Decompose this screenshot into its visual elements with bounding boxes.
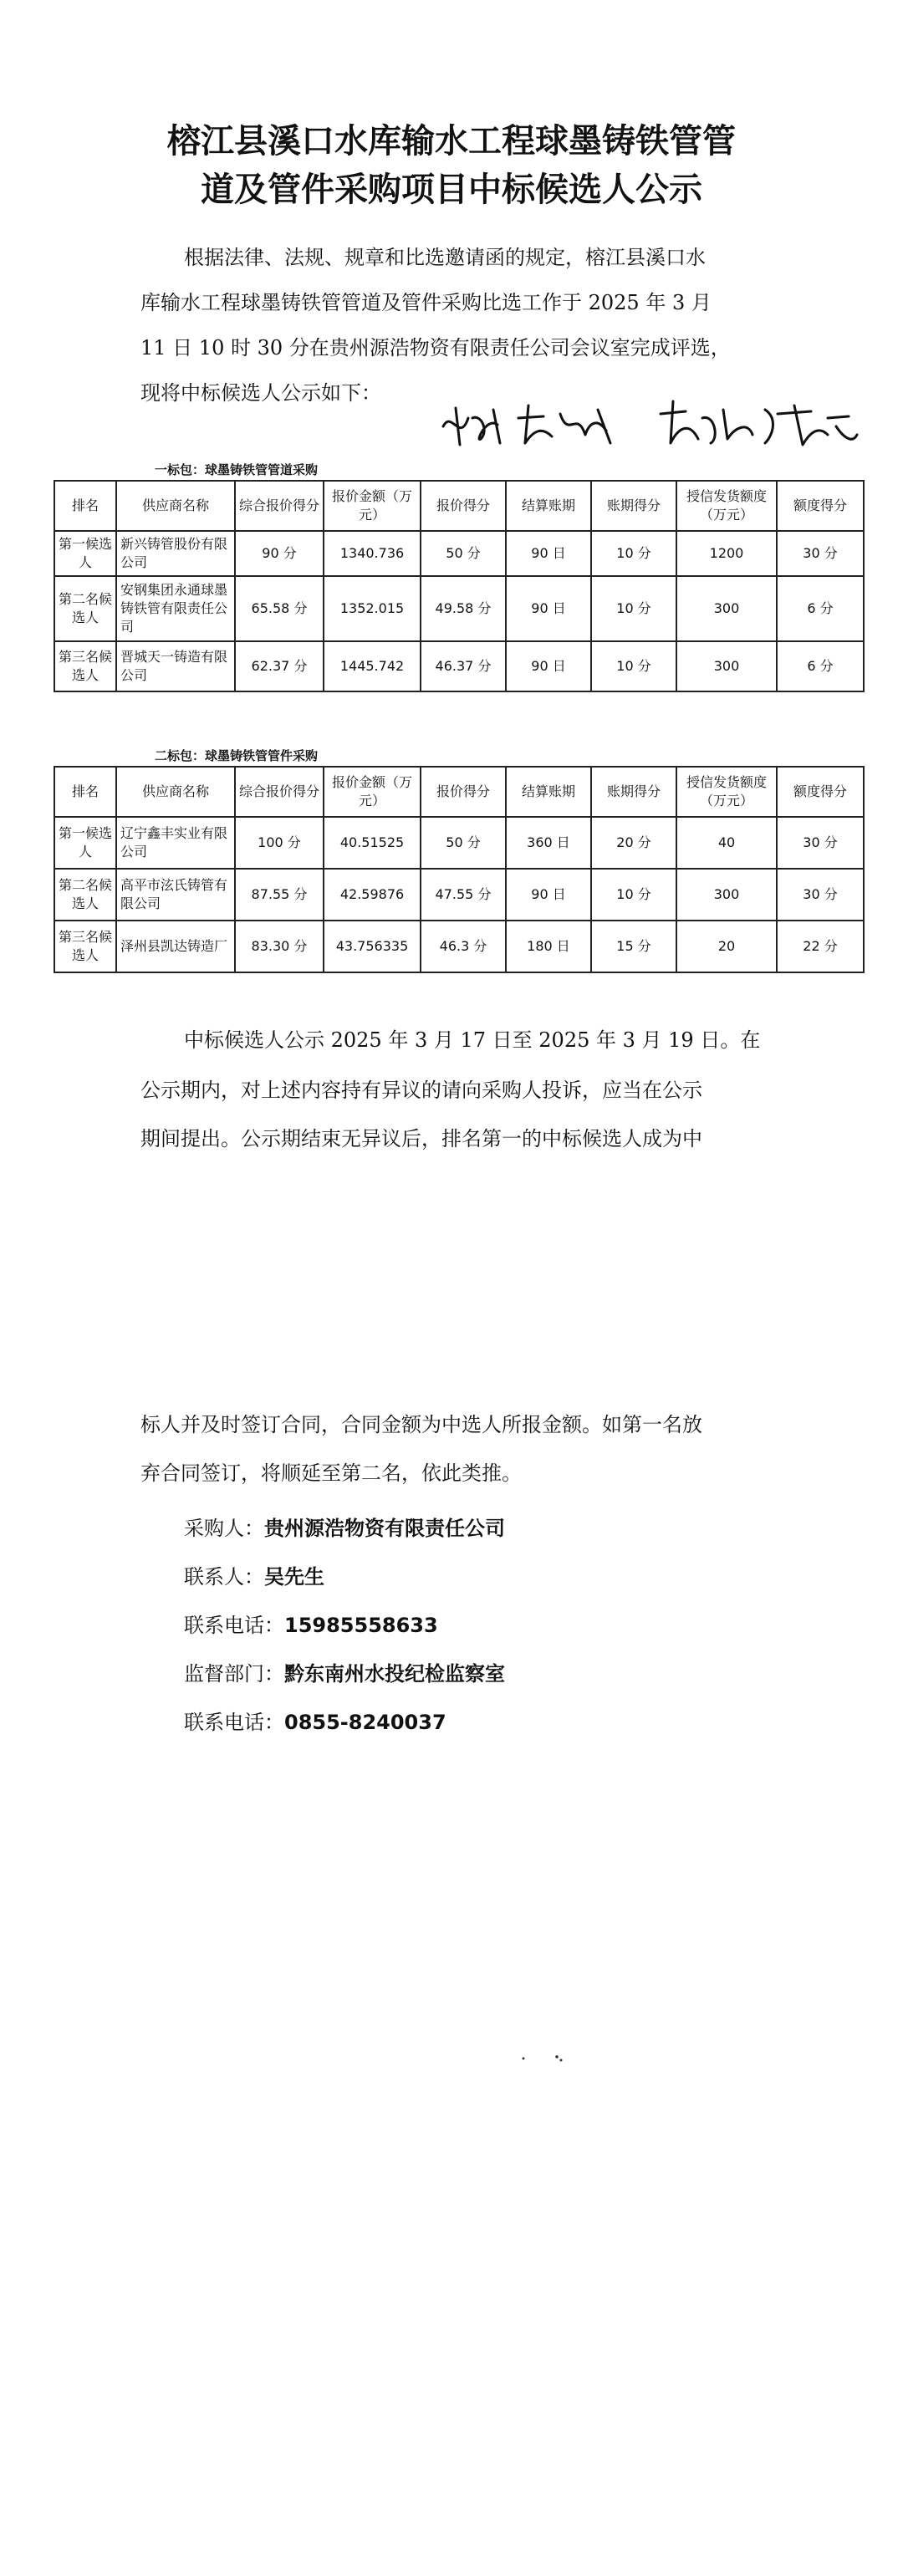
header-credit-amount: 授信发货额度（万元） (676, 767, 777, 817)
cell-credit-score: 30 分 (777, 531, 864, 576)
cell-period-score: 10 分 (591, 576, 676, 641)
contact-person-line (184, 1560, 324, 1589)
header-rank: 排名 (54, 481, 116, 531)
scan-artifact (517, 2050, 567, 2067)
notice-line-5: 弃合同签订，将顺延至第二名，依此类推。 (140, 1461, 522, 1485)
cell-settlement-period: 90 日 (506, 869, 591, 921)
cell-quote-score: 49.58 分 (421, 576, 506, 641)
cell-rank: 第三名候选人 (54, 641, 116, 691)
header-period-score: 账期得分 (591, 481, 676, 531)
handwritten-signatures (435, 393, 861, 460)
header-supplier: 供应商名称 (116, 767, 235, 817)
purchaser-label: 采购人： (184, 1517, 264, 1540)
purchaser-line (184, 1512, 505, 1541)
table-header-row (54, 481, 864, 531)
table-row (54, 531, 864, 576)
cell-credit-amount: 300 (676, 641, 777, 691)
cell-rank: 第三名候选人 (54, 921, 116, 972)
cell-quote-amount: 1340.736 (324, 531, 421, 576)
header-settlement-period: 结算账期 (506, 767, 591, 817)
phone-value-1: 15985558633 (284, 1614, 438, 1637)
header-overall-score: 综合报价得分 (235, 767, 324, 817)
purchaser-value: 贵州源浩物资有限责任公司 (264, 1517, 505, 1540)
header-quote-amount: 报价金额（万元） (324, 767, 421, 817)
table-row (54, 576, 864, 641)
cell-settlement-period: 90 日 (506, 641, 591, 691)
table-row (54, 817, 864, 869)
lot-1-label: 一标包：球墨铸铁管管道采购 (155, 462, 319, 477)
cell-supplier: 泽州县凯达铸造厂 (116, 921, 235, 972)
header-supplier: 供应商名称 (116, 481, 235, 531)
cell-period-score: 10 分 (591, 641, 676, 691)
phone-label-2: 联系电话： (184, 1711, 284, 1734)
cell-credit-score: 22 分 (777, 921, 864, 972)
supervisor-label: 监督部门： (184, 1662, 284, 1686)
cell-quote-amount: 43.756335 (324, 921, 421, 972)
cell-credit-score: 30 分 (777, 817, 864, 869)
supervisor-line (184, 1657, 505, 1686)
header-quote-score: 报价得分 (421, 481, 506, 531)
cell-credit-amount: 1200 (676, 531, 777, 576)
header-overall-score: 综合报价得分 (235, 481, 324, 531)
header-credit-score: 额度得分 (777, 767, 864, 817)
cell-overall-score: 100 分 (235, 817, 324, 869)
cell-credit-amount: 40 (676, 817, 777, 869)
cell-quote-score: 50 分 (421, 817, 506, 869)
cell-settlement-period: 360 日 (506, 817, 591, 869)
intro-line-3: 11 日 10 时 30 分在贵州源浩物资有限责任公司会议室完成评选， (140, 336, 731, 360)
supervisor-value: 黔东南州水投纪检监察室 (284, 1662, 505, 1686)
notice-line-1: 中标候选人公示 2025 年 3 月 17 日至 2025 年 3 月 19 日。在 (184, 1028, 761, 1052)
contact-person-value: 吴先生 (264, 1565, 324, 1589)
header-credit-score: 额度得分 (777, 481, 864, 531)
lot-2-label: 二标包：球墨铸铁管管件采购 (155, 748, 319, 763)
cell-credit-amount: 300 (676, 576, 777, 641)
cell-quote-amount: 40.51525 (324, 817, 421, 869)
intro-line-2: 库输水工程球墨铸铁管管道及管件采购比选工作于 2025 年 3 月 (140, 291, 712, 314)
notice-line-4: 标人并及时签订合同，合同金额为中选人所报金额。如第一名放 (140, 1413, 702, 1436)
cell-quote-score: 50 分 (421, 531, 506, 576)
cell-overall-score: 90 分 (235, 531, 324, 576)
header-settlement-period: 结算账期 (506, 481, 591, 531)
cell-credit-score: 30 分 (777, 869, 864, 921)
cell-supplier: 辽宁鑫丰实业有限公司 (116, 817, 235, 869)
phone-line-1 (184, 1609, 438, 1638)
lot-1-table (54, 480, 865, 692)
cell-period-score: 15 分 (591, 921, 676, 972)
cell-quote-amount: 1445.742 (324, 641, 421, 691)
lot-2-table (54, 766, 865, 973)
cell-rank: 第二名候选人 (54, 576, 116, 641)
cell-supplier: 新兴铸管股份有限公司 (116, 531, 235, 576)
cell-quote-amount: 1352.015 (324, 576, 421, 641)
document-title-line-2: 道及管件采购项目中标候选人公示 (201, 171, 702, 209)
cell-overall-score: 83.30 分 (235, 921, 324, 972)
header-quote-score: 报价得分 (421, 767, 506, 817)
cell-supplier: 晋城天一铸造有限公司 (116, 641, 235, 691)
cell-overall-score: 87.55 分 (235, 869, 324, 921)
header-credit-amount: 授信发货额度（万元） (676, 481, 777, 531)
notice-line-2: 公示期内，对上述内容持有异议的请向采购人投诉，应当在公示 (140, 1079, 702, 1102)
table-header-row (54, 767, 864, 817)
cell-quote-score: 46.37 分 (421, 641, 506, 691)
cell-credit-amount: 20 (676, 921, 777, 972)
cell-overall-score: 65.58 分 (235, 576, 324, 641)
cell-credit-score: 6 分 (777, 576, 864, 641)
cell-supplier: 安钢集团永通球墨铸铁管有限责任公司 (116, 576, 235, 641)
header-period-score: 账期得分 (591, 767, 676, 817)
cell-period-score: 10 分 (591, 531, 676, 576)
table-row (54, 869, 864, 921)
cell-settlement-period: 180 日 (506, 921, 591, 972)
cell-settlement-period: 90 日 (506, 531, 591, 576)
cell-supplier: 高平市泫氏铸管有限公司 (116, 869, 235, 921)
header-rank: 排名 (54, 767, 116, 817)
cell-credit-score: 6 分 (777, 641, 864, 691)
phone-line-2 (184, 1706, 446, 1735)
cell-overall-score: 62.37 分 (235, 641, 324, 691)
cell-settlement-period: 90 日 (506, 576, 591, 641)
phone-label-1: 联系电话： (184, 1614, 284, 1637)
header-quote-amount: 报价金额（万元） (324, 481, 421, 531)
cell-rank: 第一候选人 (54, 531, 116, 576)
cell-quote-amount: 42.59876 (324, 869, 421, 921)
cell-credit-amount: 300 (676, 869, 777, 921)
cell-rank: 第二名候选人 (54, 869, 116, 921)
cell-quote-score: 47.55 分 (421, 869, 506, 921)
intro-line-4: 现将中标候选人公示如下： (140, 381, 381, 405)
contact-person-label: 联系人： (184, 1565, 264, 1589)
table-row (54, 921, 864, 972)
cell-period-score: 10 分 (591, 869, 676, 921)
table-row (54, 641, 864, 691)
phone-value-2: 0855-8240037 (284, 1711, 446, 1734)
intro-line-1: 根据法律、法规、规章和比选邀请函的规定，榕江县溪口水 (184, 246, 706, 269)
notice-line-3: 期间提出。公示期结束无异议后，排名第一的中标候选人成为中 (140, 1127, 702, 1150)
cell-rank: 第一候选人 (54, 817, 116, 869)
cell-quote-score: 46.3 分 (421, 921, 506, 972)
document-title-line-1: 榕江县溪口水库输水工程球墨铸铁管管 (167, 122, 736, 161)
cell-period-score: 20 分 (591, 817, 676, 869)
